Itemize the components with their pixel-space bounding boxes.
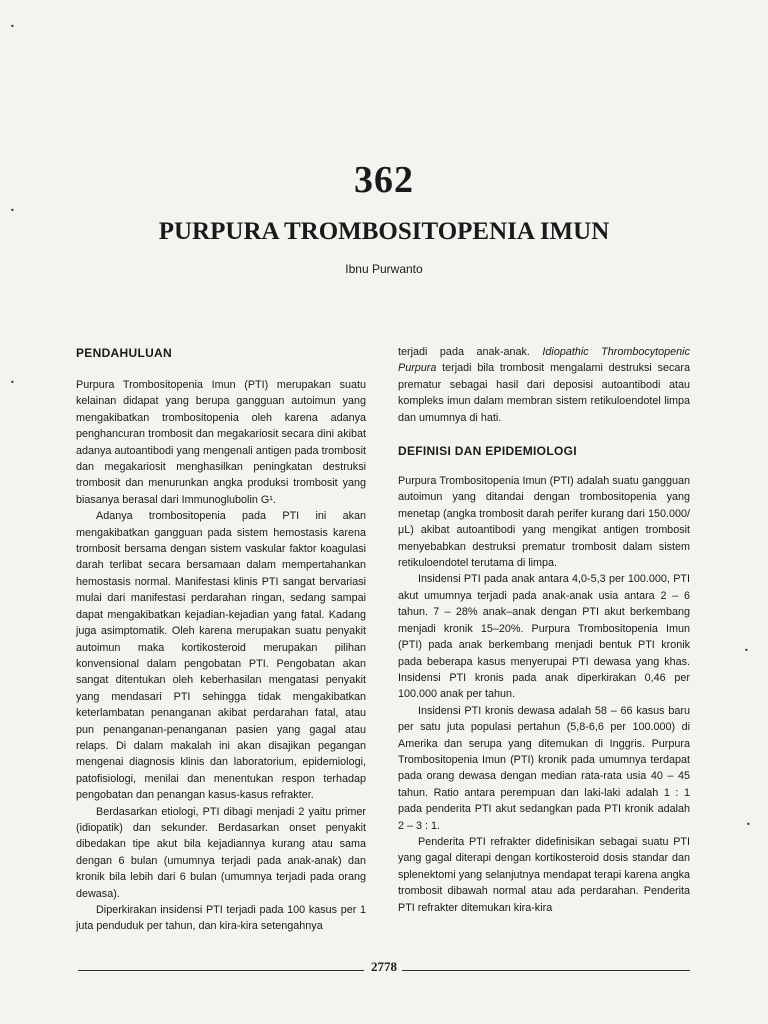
paragraph-text: terjadi pada anak-anak. (398, 346, 543, 358)
scan-artifact: • (10, 206, 15, 215)
paragraph: Insidensi PTI pada anak antara 4,0-5,3 per 100.000, PTI akut umumnya terjadi pada anak-anak usia antara 2 – 6 tahun. 7 – 28% anak–anak dengan PTI akut berkembang menjadi kronik 15–20%. Purpura Trombositopenia Imun (PTI) pada anak berkembang menjadi bentuk PTI kronik pada beberapa kasus menyerupai PTI dewasa yang khas. Insidensi PTI kronis pada anak diperkirakan 0,46 per 100.000 anak per tahun. (398, 573, 690, 701)
chapter-author: Ibnu Purwanto (345, 262, 423, 276)
paragraph: Purpura Trombositopenia Imun (PTI) merupakan suatu kelainan didapat yang berupa gangguan autoimun yang mengakibatkan trombositopenia oleh karena adanya penghancuran trombosit dan megakariosit secara dini akibat adanya autoantibodi yang mengenali antigen pada trombosit dan megakariosit menghasilkan peningkatan destruksi trombosit dan menurunkan angka produksi trombosit yang biasanya berasal dari Immunoglubolin G¹. (76, 379, 366, 506)
paragraph: Insidensi PTI kronis dewasa adalah 58 – 66 kasus baru per satu juta populasi pertahun (5,8-6,6 per 100.000) di Amerika dan serupa yang ditemukan di Inggris. Purpura Trombositopenia Imun (PTI) kronik pada umumnya terdapat pada orang dewasa dengan median rata-rata usia 40 – 45 tahun. Ratio antara perempuan dan laki-laki adalah 1 : 1 pada penderita PTI akut sedangkan pada PTI kronik adalah 2 – 3 : 1. (398, 704, 690, 832)
paragraph: Penderita PTI refrakter didefinisikan sebagai suatu PTI yang gagal diterapi dengan kortikosteroid dosis standar dan splenektomi yang selanjutnya mendapat terapi karena angka trombosit dibawah normal atau ada perdarahan. Penderita PTI refrakter ditemukan kira-kira (398, 835, 690, 914)
footer-rule-left (78, 970, 364, 971)
scan-artifact: • (10, 378, 15, 387)
scan-artifact: • (744, 646, 749, 655)
scan-artifact: • (10, 22, 15, 31)
italic-term: Idiopathic Thrombocytopenic Purpura (398, 346, 690, 375)
paragraph-continued (398, 344, 690, 426)
section-heading-pendahuluan: PENDAHULUAN (76, 346, 172, 360)
chapter-title: PURPURA TROMBOSITOPENIA IMUN (158, 218, 610, 245)
paragraph: Purpura Trombositopenia Imun (PTI) adalah suatu gangguan autoimun yang ditandai dengan trombositopenia yang menetap (angka trombosit darah perifer kurang dari 150.000/μL) akibat autoantibodi yang mengikat antigen trombosit menyebabkan destruksi prematur trombosit dalam sistem retikuloendotel terutama di limpa. (398, 475, 690, 570)
footer-rule-right (402, 970, 690, 971)
scan-artifact: • (746, 820, 751, 829)
page-number: 2778 (371, 959, 397, 974)
left-column (76, 344, 366, 935)
paragraph: Adanya trombositopenia pada PTI ini akan mengakibatkan gangguan pada sistem hemostasis karena trombosit bersama dengan sistem vaskular faktor koagulasi darah terlibat secara bersamaan dalam mempertahankan hemostasis normal. Manifestasi klinis PTI sangat bervariasi mulai dari manifestasi perdarahan ringan, sedang sampai dapat mengakibatkan kejadian-kejadian yang fatal. Kadang juga asimptomatik. Oleh karena merupakan suatu penyakit autoimun maka kortikosteroid merupakan pilihan konvensional dalam pengobatan PTI. Pengobatan akan sangat ditentukan oleh keberhasilan mengatasi penyakit yang mendasari PTI sehingga tidak mengakibatkan keterlambatan penanganan akibat perdarahan fatal, atau pun penanganan-penanganan pasien yang gagal atau relaps. Di dalam makalah ini akan disajikan pegangan mengenai diagnosis klinis dan laboratorium, epidemiologi, patofisiologi, menilai dan menentukan respon terhadap pengobatan dan penangan kasus-kasus refrakter. (76, 510, 366, 802)
right-column (398, 344, 690, 916)
section-heading-definisi: DEFINISI DAN EPIDEMIOLOGI (398, 444, 577, 459)
paragraph: Berdasarkan etiologi, PTI dibagi menjadi 2 yaitu primer (idiopatik) dan sekunder. Berdasarkan onset penyakit dibedakan tipe akut bila kejadiannya kurang atau sama dengan 6 bulan (umumnya terjadi pada anak-anak) dan kronik bila lebih dari 6 bulan (umumnya terjadi pada orang dewasa). (76, 805, 366, 900)
paragraph-text: terjadi bila trombosit mengalami destruksi secara prematur sebagai hasil dari deposisi autoantibodi atau kompleks imun dalam membran sistem retikuloendotel limpa dan umumnya di hati. (398, 362, 690, 424)
paragraph: Diperkirakan insidensi PTI terjadi pada 100 kasus per 1 juta penduduk per tahun, dan kira-kira setengahnya (76, 904, 366, 933)
chapter-number: 362 (354, 159, 414, 201)
